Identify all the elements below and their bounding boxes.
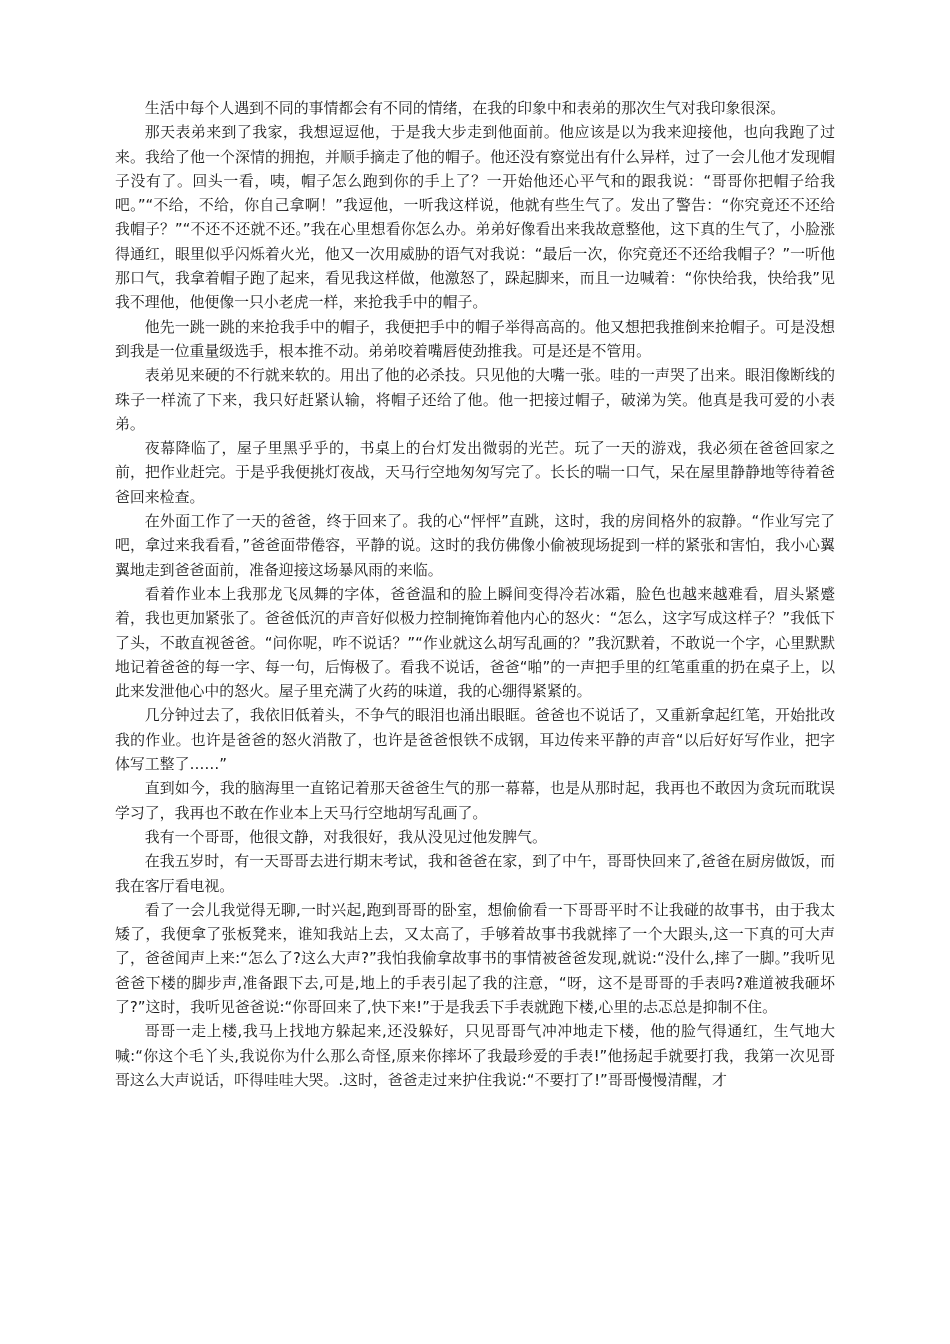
paragraph: 在外面工作了一天的爸爸，终于回来了。我的心“怦怦”直跳，这时，我的房间格外的寂静。“作业写完了吧，拿过来我看看，”爸爸面带倦容，平静的说。这时的我仿佛像小偷被现场捉到一样的紧张和害怕，我小心翼翼地走到爸爸面前，准备迎接这场暴风雨的来临。: [115, 512, 835, 579]
paragraph: 看了一会儿我觉得无聊,一时兴起,跑到哥哥的卧室，想偷偷看一下哥哥平时不让我碰的故事书，由于我太矮了，我便拿了张板凳来，谁知我站上去，又太高了，手够着故事书我就摔了一个大跟头,这一下真的可大声了，爸爸闻声上来:“怎么了?这么大声?”我怕我偷拿故事书的事情被爸爸发现,就说:“没什么,摔了一脚。”我听见爸爸下楼的脚步声,准备跟下去,可是,地上的手表引起了我的注意，“呀，这不是哥哥的手表吗?难道被我砸坏了?”这时，我听见爸爸说:“你哥回来了,快下来!”于是我丢下手表就跑下楼,心里的忐忑总是抑制不住。: [115, 900, 835, 1016]
paragraph: 哥哥一走上楼,我马上找地方躲起来,还没躲好，只见哥哥气冲冲地走下楼，他的脸气得通红，生气地大喊:“你这个毛丫头,我说你为什么那么奇怪,原来你摔坏了我最珍爱的手表!”他扬起手就要打我，我第一次见哥哥这么大声说话，吓得哇哇大哭。.这时，爸爸走过来护住我说:“不要打了!”哥哥慢慢清醒，才: [115, 1022, 835, 1089]
paragraph: 直到如今，我的脑海里一直铭记着那天爸爸生气的那一幕幕，也是从那时起，我再也不敢因为贪玩而耽误学习了，我再也不敢在作业本上天马行空地胡写乱画了。: [115, 779, 835, 822]
paragraph: 那天表弟来到了我家，我想逗逗他，于是我大步走到他面前。他应该是以为我来迎接他，也向我跑了过来。我给了他一个深情的拥抱，并顺手摘走了他的帽子。他还没有察觉出有什么异样，过了一会儿他才发现帽子没有了。回头一看，咦，帽子怎么跑到你的手上了？一开始他还心平气和的跟我说：“哥哥你把帽子给我吧。”“不给，不给，你自己拿啊！”我逗他，一听我这样说，他就有些生气了。发出了警告：“你究竟还不还给我帽子？”“不还不还就不还。”我在心里想看你怎么办。弟弟好像看出来我故意整他，这下真的生气了，小脸涨得通红，眼里似乎闪烁着火光，他又一次用威胁的语气对我说：“最后一次，你究竟还不还给我帽子？”一听他那口气，我拿着帽子跑了起来，看见我这样做，他激怒了，跺起脚来，而且一边喊着：“你快给我，快给我”见我不理他，他便像一只小老虎一样，来抢我手中的帽子。: [115, 123, 835, 312]
paragraph: 看着作业本上我那龙飞凤舞的字体，爸爸温和的脸上瞬间变得冷若冰霜，脸色也越来越难看，眉头紧蹙着，我也更加紧张了。爸爸低沉的声音好似极力控制掩饰着他内心的怒火：“怎么，这字写成这样子？”我低下了头，不敢直视爸爸。“问你呢，咋不说话？”“作业就这么胡写乱画的？”我沉默着，不敢说一个字，心里默默地记着爸爸的每一字、每一句，后悔极了。看我不说话，爸爸“啪”的一声把手里的红笔重重的扔在桌子上，以此来发泄他心中的怒火。屋子里充满了火药的味道，我的心绷得紧紧的。: [115, 584, 835, 701]
paragraph: 夜幕降临了，屋子里黑乎乎的，书桌上的台灯发出微弱的光芒。玩了一天的游戏，我必须在爸爸回家之前，把作业赶完。于是乎我便挑灯夜战，天马行空地匆匆写完了。长长的喘一口气，呆在屋里静静地等待着爸爸回来检查。: [115, 439, 835, 506]
paragraph: 生活中每个人遇到不同的事情都会有不同的情绪，在我的印象中和表弟的那次生气对我印象很深。: [144, 99, 786, 117]
paragraph: 他先一跳一跳的来抢我手中的帽子，我便把手中的帽子举得高高的。他又想把我推倒来抢帽子。可是没想到我是一位重量级选手，根本推不动。弟弟咬着嘴唇使劲推我。可是还是不管用。: [115, 317, 835, 360]
paragraph: 几分钟过去了，我依旧低着头，不争气的眼泪也涌出眼眶。爸爸也不说话了，又重新拿起红笔，开始批改我的作业。也许是爸爸的怒火消散了，也许是爸爸恨铁不成钢，耳边传来平静的声音“以后好好写作业，把字体写工整了……”: [115, 706, 835, 774]
paragraph: 表弟见来硬的不行就来软的。用出了他的必杀技。只见他的大嘴一张。哇的一声哭了出来。眼泪像断线的珠子一样流了下来，我只好赶紧认输，将帽子还给了他。他一把接过帽子，破涕为笑。他真是我可爱的小表弟。: [115, 366, 835, 433]
paragraph: 在我五岁时，有一天哥哥去进行期末考试，我和爸爸在家，到了中午，哥哥快回来了,爸爸在厨房做饭，而我在客厅看电视。: [115, 852, 835, 895]
paragraph: 我有一个哥哥，他很文静，对我很好，我从没见过他发脾气。: [144, 827, 547, 846]
document-body: [115, 96, 835, 1092]
